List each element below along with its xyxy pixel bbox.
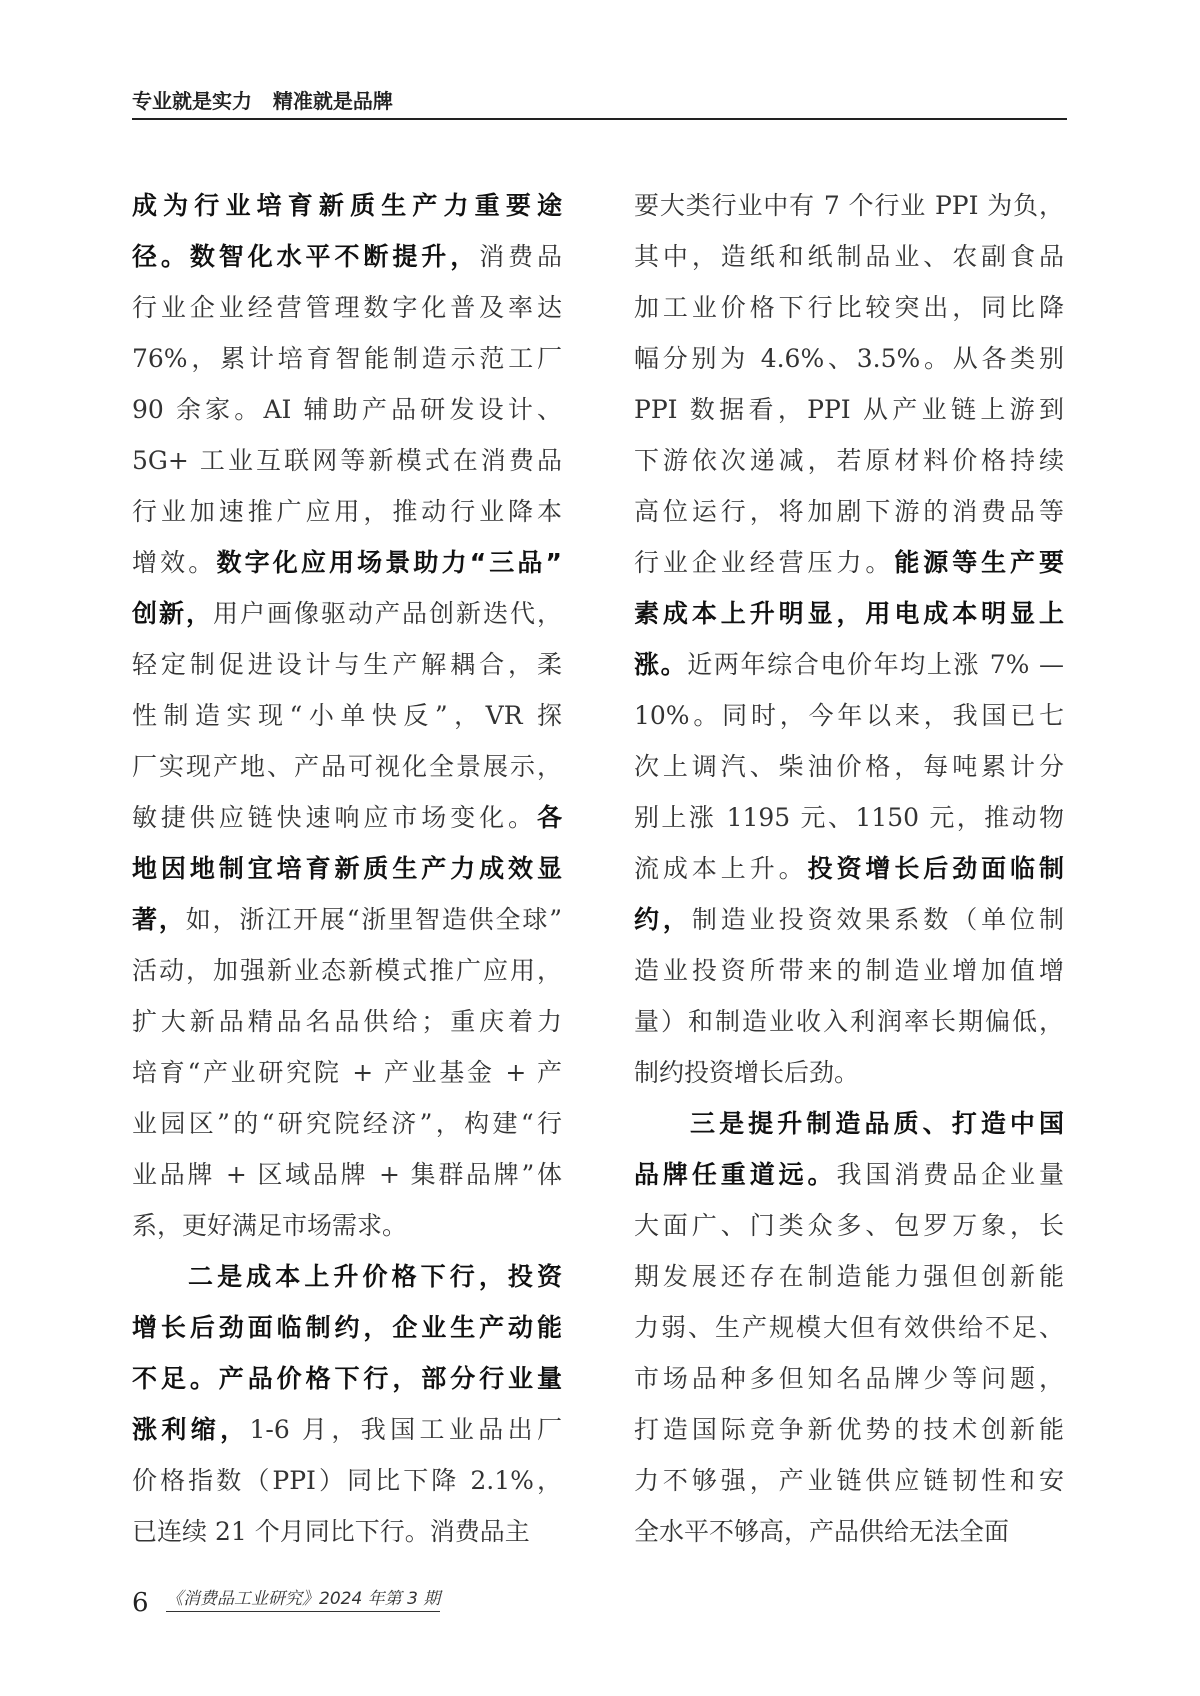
- text-run: 量）和制造业收入利润率长期偏低，: [634, 1007, 1064, 1036]
- text-run: 轻定制促进设计与生产解耦合，柔: [132, 650, 562, 679]
- text-run: 已连续 21 个月同比下行。消费品主: [132, 1517, 530, 1546]
- text-line: [132, 1251, 562, 1302]
- text-run: 力弱、生产规模大但有效供给不足、: [634, 1313, 1064, 1342]
- text-line: [634, 1251, 1064, 1302]
- text-line: [634, 384, 1064, 435]
- text-line: [634, 1200, 1064, 1251]
- text-run: 性制造实现“小单快反”，VR 探: [132, 701, 562, 730]
- text-line: [634, 639, 1064, 690]
- text-line: [634, 945, 1064, 996]
- bold-text-run: 品牌任重道远。: [634, 1160, 837, 1189]
- text-line: [132, 1200, 562, 1251]
- text-line: [132, 741, 562, 792]
- text-run: 我国消费品企业量: [836, 1160, 1064, 1189]
- text-run: 高位运行，将加剧下游的消费品等: [634, 497, 1064, 526]
- text-run: 打造国际竞争新优势的技术创新能: [634, 1415, 1064, 1444]
- text-line: [132, 1047, 562, 1098]
- bold-text-run: 数字化应用场景助力“三品”: [216, 548, 562, 577]
- text-run: 敏捷供应链快速响应市场变化。: [132, 803, 537, 832]
- page-number: 6: [132, 1588, 149, 1618]
- text-run: 增效。: [132, 548, 217, 577]
- text-line: [634, 1404, 1064, 1455]
- text-line: [132, 333, 562, 384]
- text-line: [132, 588, 562, 639]
- text-line: [132, 282, 562, 333]
- text-line: [634, 1302, 1064, 1353]
- text-run: 行业企业经营压力。: [634, 548, 895, 577]
- text-line: [634, 1149, 1064, 1200]
- text-line: [132, 1455, 562, 1506]
- text-line: [634, 588, 1064, 639]
- text-run: 培育“产业研究院 + 产业基金 + 产: [132, 1058, 562, 1087]
- journal-title: 《消费品工业研究》2024 年第 3 期: [166, 1584, 440, 1612]
- text-run: 用户画像驱动产品创新迭代，: [213, 599, 562, 628]
- bold-text-run: 著，: [132, 905, 186, 934]
- text-line: [132, 894, 562, 945]
- text-line: [634, 741, 1064, 792]
- text-line: [132, 996, 562, 1047]
- text-line: [132, 384, 562, 435]
- bold-text-run: 成为行业培育新质生产力重要途: [132, 191, 562, 220]
- text-line: [132, 639, 562, 690]
- header-slogan: 专业就是实力 精准就是品牌: [132, 89, 393, 113]
- bold-text-run: 各: [536, 803, 562, 832]
- bold-text-run: 不足。产品价格下行，部分行业量: [132, 1364, 562, 1393]
- text-line: [634, 231, 1064, 282]
- text-line: [132, 1302, 562, 1353]
- text-line: [132, 1404, 562, 1455]
- text-line: [634, 537, 1064, 588]
- running-header: [132, 84, 1067, 120]
- text-line: [132, 843, 562, 894]
- text-run: 系，更好满足市场需求。: [132, 1211, 408, 1240]
- text-run: 活动，加强新业态新模式推广应用，: [132, 956, 562, 985]
- text-line: [132, 1353, 562, 1404]
- text-line: [132, 1098, 562, 1149]
- text-run: 5G+ 工业互联网等新模式在消费品: [132, 446, 562, 475]
- text-run: 幅分别为 4.6%、3.5%。从各类别: [634, 344, 1064, 373]
- text-line: [634, 996, 1064, 1047]
- text-run: 制约投资增长后劲。: [634, 1058, 860, 1087]
- bold-text-run: 涨利缩，: [132, 1415, 250, 1444]
- bold-text-run: 涨。: [634, 650, 688, 679]
- text-line: [132, 792, 562, 843]
- bold-text-run: 投资增长后劲面临制: [807, 854, 1064, 883]
- text-run: 消费品: [479, 242, 562, 271]
- text-line: [132, 486, 562, 537]
- text-line: [634, 843, 1064, 894]
- text-run: 期发展还存在制造能力强但创新能: [634, 1262, 1064, 1291]
- text-run: 造业投资所带来的制造业增加值增: [634, 956, 1064, 985]
- text-run: 扩大新品精品名品供给；重庆着力: [132, 1007, 562, 1036]
- left-text-column: [132, 180, 562, 1557]
- text-line: [634, 792, 1064, 843]
- text-run: 次上调汽、柴油价格，每吨累计分: [634, 752, 1064, 781]
- text-run: 大面广、门类众多、包罗万象，长: [634, 1211, 1064, 1240]
- text-line: [634, 1047, 1064, 1098]
- text-run: 力不够强，产业链供应链韧性和安: [634, 1466, 1064, 1495]
- text-run: 1-6 月，我国工业品出厂: [249, 1415, 562, 1444]
- text-run: 行业加速推广应用，推动行业降本: [132, 497, 562, 526]
- text-line: [132, 945, 562, 996]
- right-text-column: [634, 180, 1064, 1557]
- text-line: [634, 894, 1064, 945]
- text-line: [132, 1149, 562, 1200]
- bold-text-run: 三是提升制造品质、打造中国: [690, 1109, 1064, 1138]
- text-line: [634, 333, 1064, 384]
- bold-text-run: 创新，: [132, 599, 213, 628]
- text-run: 76%，累计培育智能制造示范工厂: [132, 344, 562, 373]
- text-line: [132, 537, 562, 588]
- text-run: 行业企业经营管理数字化普及率达: [132, 293, 562, 322]
- text-line: [634, 282, 1064, 333]
- text-run: 别上涨 1195 元、1150 元，推动物: [634, 803, 1064, 832]
- text-run: 下游依次递减，若原材料价格持续: [634, 446, 1064, 475]
- text-line: [132, 1506, 562, 1557]
- text-line: [132, 435, 562, 486]
- text-run: 价格指数（PPI）同比下降 2.1%，: [132, 1466, 562, 1495]
- text-line: [634, 1098, 1064, 1149]
- text-line: [634, 1353, 1064, 1404]
- bold-text-run: 二是成本上升价格下行，投资: [188, 1262, 562, 1291]
- bold-text-run: 素成本上升明显，用电成本明显上: [634, 599, 1064, 628]
- text-run: 全水平不够高，产品供给无法全面: [634, 1517, 1010, 1546]
- text-run: 其中，造纸和纸制品业、农副食品: [634, 242, 1064, 271]
- bold-text-run: 径。数智化水平不断提升，: [132, 242, 480, 271]
- bold-text-run: 地因地制宜培育新质生产力成效显: [132, 854, 562, 883]
- page-footer: [132, 1584, 472, 1624]
- text-line: [132, 690, 562, 741]
- text-run: 要大类行业中有 7 个行业 PPI 为负，: [634, 191, 1064, 220]
- text-run: 10%。同时，今年以来，我国已七: [634, 701, 1064, 730]
- text-run: 厂实现产地、产品可视化全景展示，: [132, 752, 562, 781]
- text-run: 市场品种多但知名品牌少等问题，: [634, 1364, 1064, 1393]
- text-line: [132, 231, 562, 282]
- text-line: [634, 435, 1064, 486]
- bold-text-run: 能源等生产要: [894, 548, 1064, 577]
- bold-text-run: 增长后劲面临制约，企业生产动能: [132, 1313, 562, 1342]
- text-line: [634, 486, 1064, 537]
- text-run: 如，浙江开展“浙里智造供全球”: [185, 905, 562, 934]
- text-line: [634, 1506, 1064, 1557]
- text-run: 业园区”的“研究院经济”，构建“行: [132, 1109, 562, 1138]
- text-run: 近两年综合电价年均上涨 7% —: [687, 650, 1064, 679]
- text-run: PPI 数据看，PPI 从产业链上游到: [634, 395, 1064, 424]
- text-run: 加工业价格下行比较突出，同比降: [634, 293, 1064, 322]
- text-run: 90 余家。AI 辅助产品研发设计、: [132, 395, 562, 424]
- text-line: [132, 180, 562, 231]
- text-run: 业品牌 + 区域品牌 + 集群品牌”体: [132, 1160, 562, 1189]
- bold-text-run: 约，: [634, 905, 692, 934]
- text-run: 流成本上升。: [634, 854, 808, 883]
- text-line: [634, 1455, 1064, 1506]
- text-run: 制造业投资效果系数（单位制: [691, 905, 1064, 934]
- text-line: [634, 180, 1064, 231]
- text-line: [634, 690, 1064, 741]
